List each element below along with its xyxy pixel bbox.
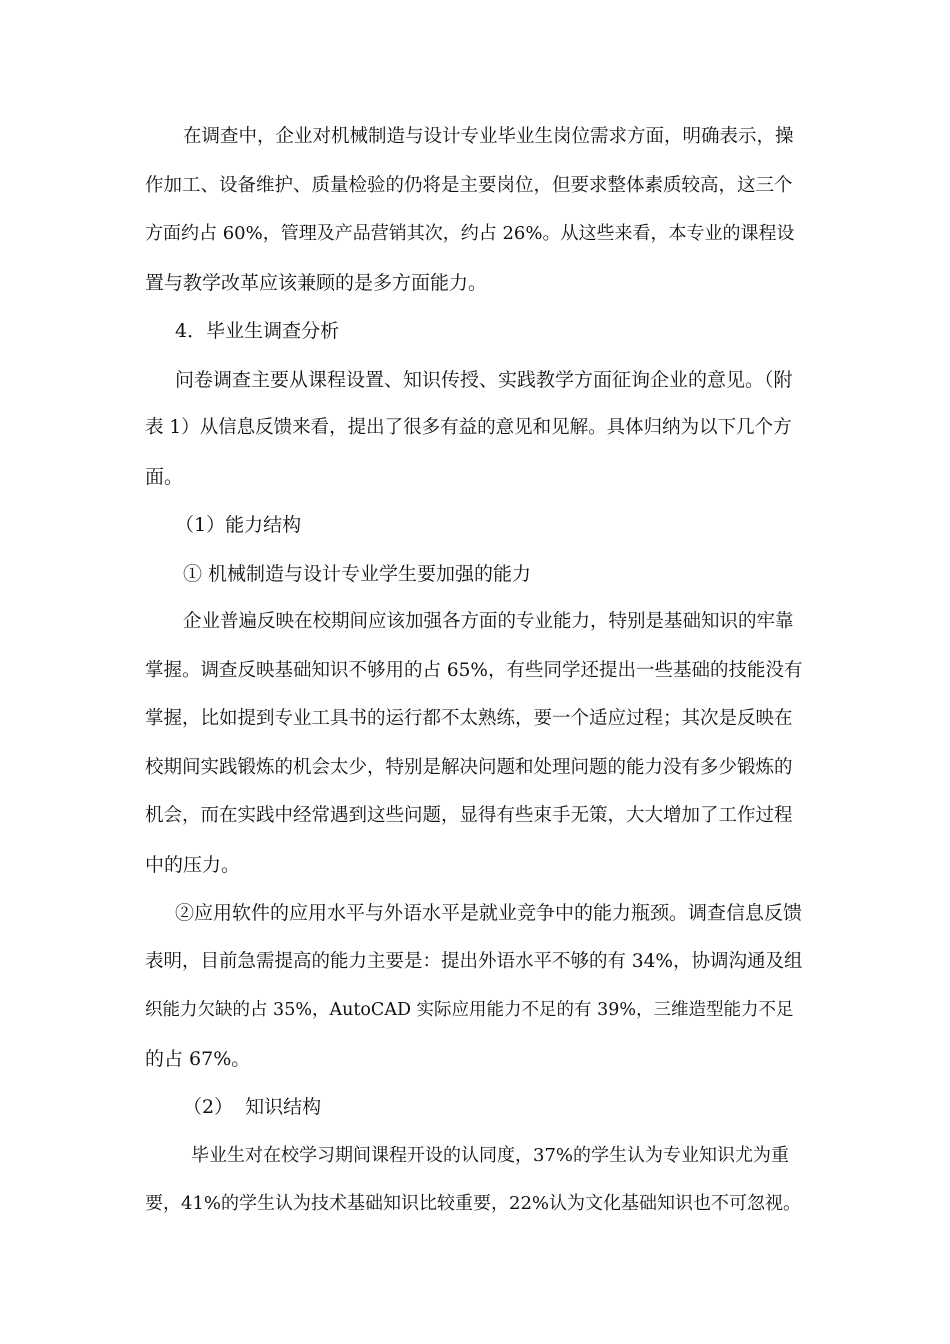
subheading-knowledge-structure: （2） 知识结构 [183,1096,322,1118]
paragraph-3-line-6: 中的压力。 [145,854,241,876]
paragraph-1-line-1: 在调查中，企业对机械制造与设计专业毕业生岗位需求方面，明确表示，操 [183,126,794,147]
paragraph-3-line-3: 掌握，比如提到专业工具书的运行都不太熟练，要一个适应过程；其次是反映在 [145,708,793,729]
paragraph-3-line-1: 企业普遍反映在校期间应该加强各方面的专业能力，特别是基础知识的牢靠 [183,611,794,632]
paragraph-4-line-4: 的占 67%。 [145,1048,251,1070]
paragraph-5-line-1: 毕业生对在校学习期间课程开设的认同度，37%的学生认为专业知识尤为重 [191,1145,790,1166]
section-heading-graduate-survey: 4．毕业生调查分析 [175,320,340,342]
paragraph-2-line-3: 面。 [145,466,184,488]
paragraph-2-line-1: 问卷调查主要从课程设置、知识传授、实践教学方面征询企业的意见。（附 [175,369,793,391]
paragraph-2-line-2: 表 1）从信息反馈来看，提出了很多有益的意见和见解。具体归纳为以下几个方 [145,417,792,438]
paragraph-1-line-4: 置与教学改革应该兼顾的是多方面能力。 [145,272,488,294]
subheading-abilities-to-strengthen: ① 机械制造与设计专业学生要加强的能力 [183,563,532,585]
paragraph-1-line-2: 作加工、设备维护、质量检验的仍将是主要岗位，但要求整体素质较高，这三个 [145,175,793,196]
paragraph-4-line-2: 表明，目前急需提高的能力主要是：提出外语水平不够的有 34%，协调沟通及组 [145,951,803,972]
paragraph-4-line-3: 织能力欠缺的占 35%，AutoCAD 实际应用能力不足的有 39%，三维造型能力不足 [145,1000,794,1020]
subheading-ability-structure: （1）能力结构 [175,514,302,536]
paragraph-4-line-1: ②应用软件的应用水平与外语水平是就业竞争中的能力瓶颈。调查信息反馈 [175,902,803,924]
paragraph-5-line-2: 要，41%的学生认为技术基础知识比较重要，22%认为文化基础知识也不可忽视。 [145,1193,802,1214]
paragraph-3-line-4: 校期间实践锻炼的机会太少，特别是解决问题和处理问题的能力没有多少锻炼的 [145,757,793,778]
paragraph-3-line-2: 掌握。调查反映基础知识不够用的占 65%，有些同学还提出一些基础的技能没有 [145,660,803,681]
paragraph-3-line-5: 机会，而在实践中经常遇到这些问题，显得有些束手无策，大大增加了工作过程 [145,805,793,826]
paragraph-1-line-3: 方面约占 60%，管理及产品营销其次，约占 26%。从这些来看，本专业的课程设 [145,223,795,244]
